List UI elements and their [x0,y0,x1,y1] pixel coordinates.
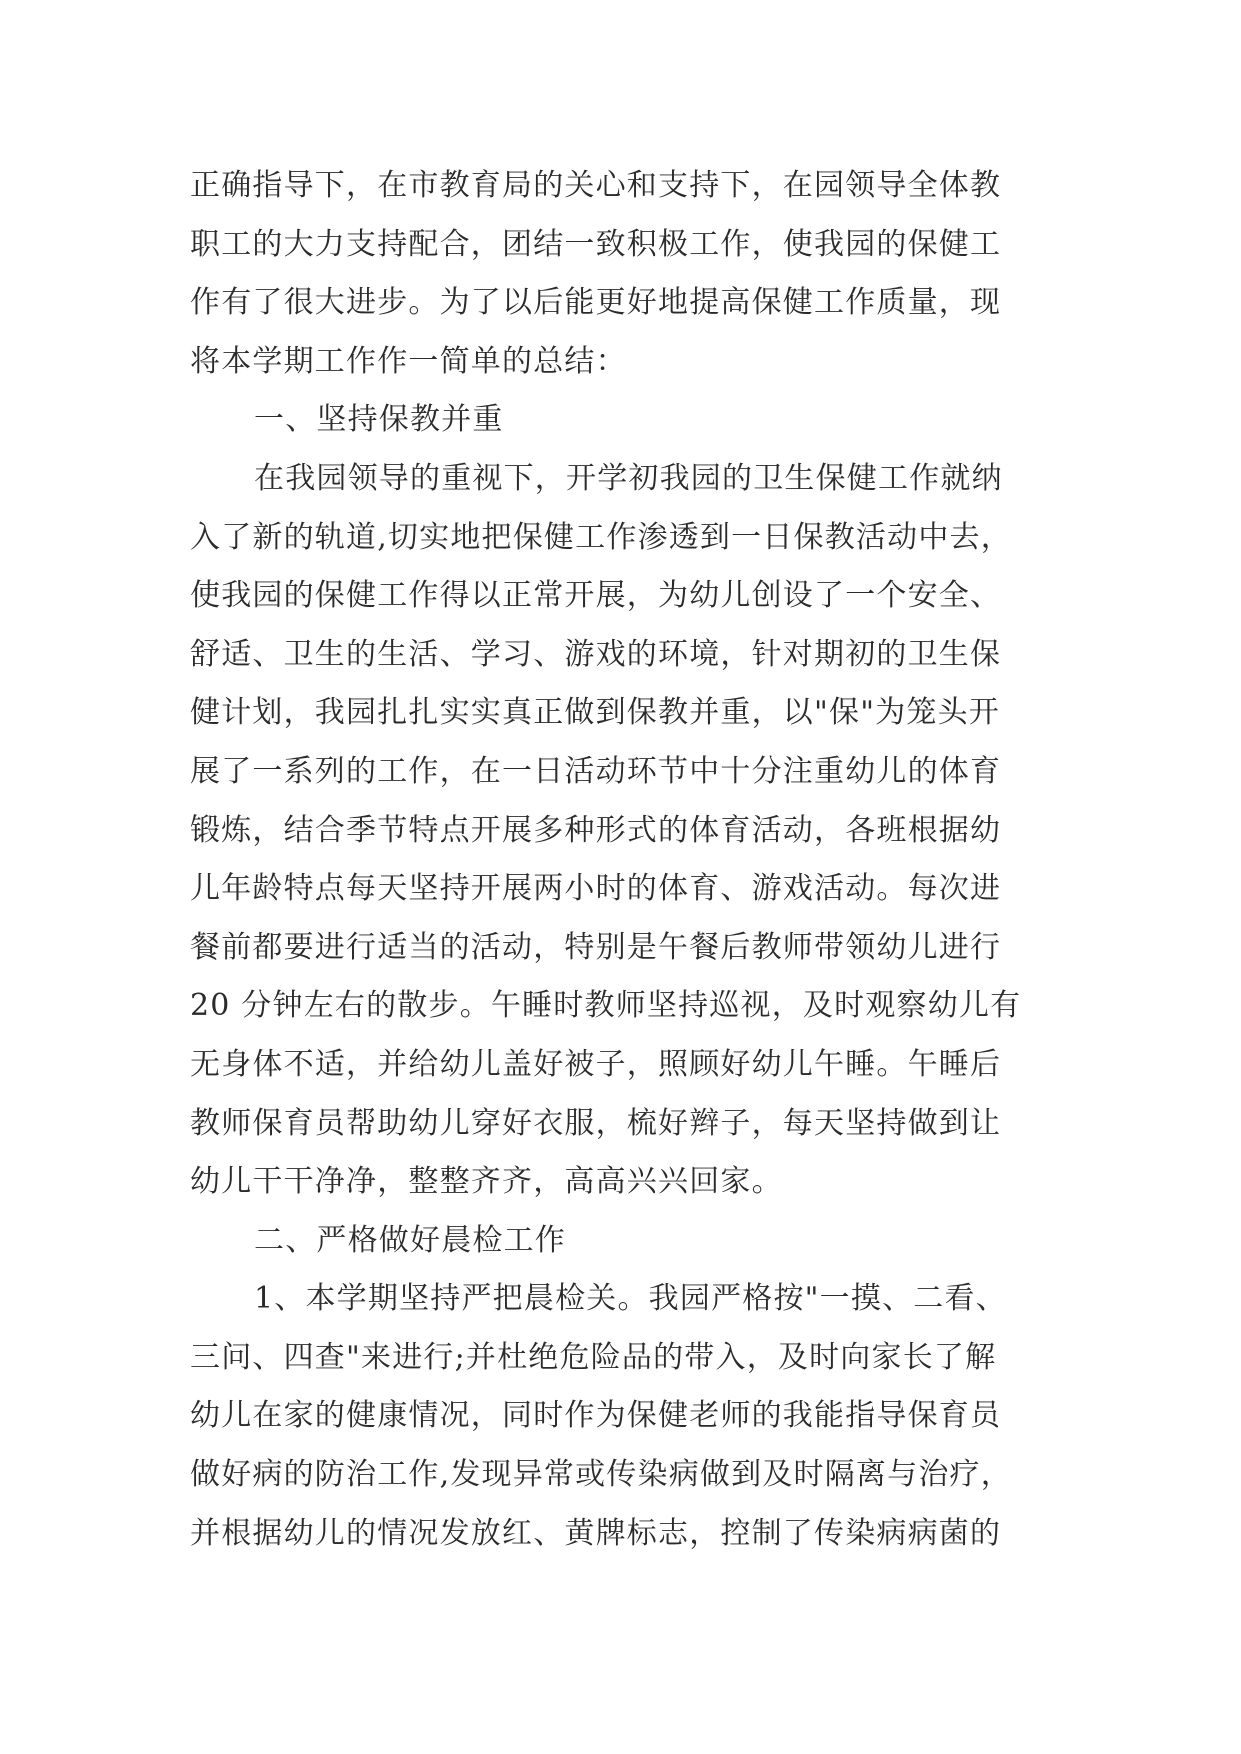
text-line-20: 1、本学期坚持严把晨检关。我园严格按"一摸、二看、 [254,1281,1007,1317]
text-line-1: 正确指导下，在市教育局的关心和支持下，在园领导全体教 [190,168,1002,203]
text-line-8: 使我园的保健工作得以正常开展，为幼儿创设了一个安全、 [190,578,1002,614]
text-line-13: 儿年龄特点每天坚持开展两小时的体育、游戏活动。每次进 [190,871,1002,907]
text-line-3: 作有了很大进步。为了以后能更好地提高保健工作质量，现 [190,285,1002,321]
text-line-10: 健计划，我园扎扎实实真正做到保教并重，以"保"为笼头开 [190,695,1000,731]
text-line-18: 幼儿干干净净，整整齐齐，高高兴兴回家。 [190,1164,783,1200]
text-line-2: 职工的大力支持配合，团结一致积极工作，使我园的保健工 [190,226,1002,262]
text-line-15: 20 分钟左右的散步。午睡时教师坚持巡视，及时观察幼儿有 [190,988,1022,1024]
text-line-9: 舒适、卫生的生活、学习、游戏的环境，针对期初的卫生保 [190,636,1002,672]
text-line-16: 无身体不适，并给幼儿盖好被子，照顾好幼儿午睡。午睡后 [190,1046,1002,1082]
text-line-23: 做好病的防治工作,发现异常或传染病做到及时隔离与治疗， [190,1457,1012,1493]
section-heading-2: 二、严格做好晨检工作 [254,1222,566,1258]
text-line-12: 锻炼，结合季节特点开展多种形式的体育活动，各班根据幼 [190,812,1002,848]
text-line-11: 展了一系列的工作，在一日活动环节中十分注重幼儿的体育 [190,753,1002,789]
section-heading-1: 一、坚持保教并重 [254,402,504,438]
text-line-7: 入了新的轨道,切实地把保健工作渗透到一日保教活动中去， [190,519,1012,555]
text-line-21: 三问、四查"来进行;并杜绝危险品的带入，及时向家长了解 [190,1339,997,1375]
text-line-14: 餐前都要进行适当的活动，特别是午餐后教师带领幼儿进行 [190,929,1002,965]
text-line-22: 幼儿在家的健康情况，同时作为保健老师的我能指导保育员 [190,1398,1002,1434]
text-line-24: 并根据幼儿的情况发放红、黄牌标志，控制了传染病病菌的 [190,1515,1002,1551]
text-line-6: 在我园领导的重视下，开学初我园的卫生保健工作就纳 [254,460,1003,496]
body-text [190,157,1070,1563]
text-line-17: 教师保育员帮助幼儿穿好衣服，梳好辫子，每天坚持做到让 [190,1105,1002,1141]
text-line-4: 将本学期工作作一简单的总结： [190,343,627,379]
